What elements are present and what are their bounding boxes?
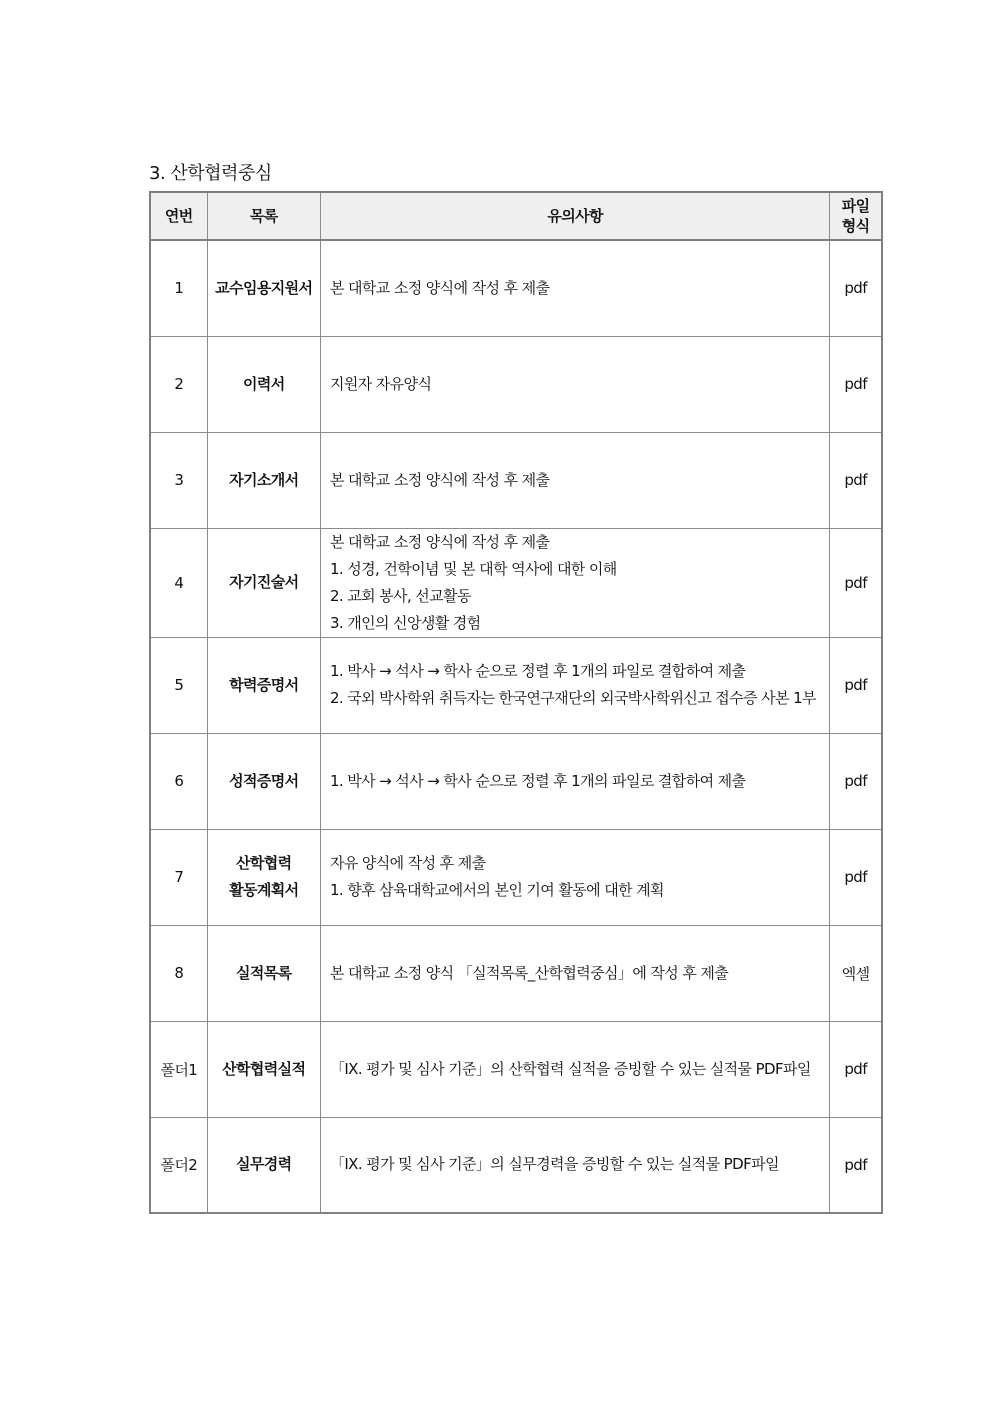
row-number: 폴더1 xyxy=(150,1021,207,1117)
document-name-line: 교수임용지원서 xyxy=(215,278,313,297)
row-number: 4 xyxy=(150,528,207,637)
row-number: 7 xyxy=(150,829,207,925)
note-line: 자유 양식에 작성 후 제출 xyxy=(329,854,486,872)
header-notes: 유의사항 xyxy=(320,192,829,240)
table-row xyxy=(150,829,882,925)
note-line: 1. 성경, 건학이념 및 본 대학 역사에 대한 이해 xyxy=(329,559,617,578)
note-line: 본 대학교 소정 양식에 작성 후 제출 xyxy=(329,278,550,297)
note-line: 지원자 자유양식 xyxy=(329,374,432,393)
document-notes xyxy=(320,336,829,432)
table-row xyxy=(150,432,882,528)
header-format xyxy=(830,192,882,240)
file-format: pdf xyxy=(830,336,882,432)
file-format: pdf xyxy=(830,1021,882,1117)
row-number: 2 xyxy=(150,336,207,432)
document-name-line: 산학협력 xyxy=(236,854,292,872)
file-format: pdf xyxy=(830,1117,882,1213)
document-notes xyxy=(320,528,829,637)
table-row xyxy=(150,240,882,336)
file-format: pdf xyxy=(830,829,882,925)
header-item: 목록 xyxy=(207,192,320,240)
table-body xyxy=(150,240,882,1213)
row-number: 3 xyxy=(150,432,207,528)
row-number: 5 xyxy=(150,637,207,733)
file-format: pdf xyxy=(830,528,882,637)
document-name xyxy=(207,829,320,925)
document-name-line: 이력서 xyxy=(242,374,285,393)
file-format: pdf xyxy=(830,637,882,733)
document-name-line: 학력증명서 xyxy=(229,675,299,694)
document-name xyxy=(207,733,320,829)
required-documents-table xyxy=(149,191,883,1214)
header-format-line2: 형식 xyxy=(841,217,870,235)
document-notes xyxy=(320,432,829,528)
note-line: 1. 박사 → 석사 → 학사 순으로 정렬 후 1개의 파일로 결합하여 제출 xyxy=(329,771,746,790)
document-name-line: 실무경력 xyxy=(236,1155,292,1174)
file-format: pdf xyxy=(830,733,882,829)
document-notes xyxy=(320,637,829,733)
document-notes xyxy=(320,1117,829,1213)
document-name-line: 실적목록 xyxy=(236,963,292,982)
document-name xyxy=(207,637,320,733)
document-notes xyxy=(320,829,829,925)
table-row xyxy=(150,1117,882,1213)
file-format: pdf xyxy=(830,240,882,336)
table-row xyxy=(150,528,882,637)
document-name-line: 활동계획서 xyxy=(229,881,299,899)
document-name-line: 성적증명서 xyxy=(229,771,299,790)
document-notes xyxy=(320,240,829,336)
table-row xyxy=(150,336,882,432)
note-line: 본 대학교 소정 양식 「실적목록_산학협력중심」에 작성 후 제출 xyxy=(329,963,729,982)
note-line: 본 대학교 소정 양식에 작성 후 제출 xyxy=(329,470,550,489)
table-row xyxy=(150,1021,882,1117)
note-line: 2. 국외 박사학위 취득자는 한국연구재단의 외국박사학위신고 접수증 사본 1부 xyxy=(329,689,816,707)
row-number: 폴더2 xyxy=(150,1117,207,1213)
note-line: 「IX. 평가 및 심사 기준」의 산학협력 실적을 증빙할 수 있는 실적물 PDF파일 xyxy=(329,1059,811,1078)
note-line: 2. 교회 봉사, 선교활동 xyxy=(329,586,471,605)
document-name-line: 자기소개서 xyxy=(229,470,299,489)
table-header-row xyxy=(150,192,882,240)
header-no: 연번 xyxy=(150,192,207,240)
row-number: 1 xyxy=(150,240,207,336)
document-name xyxy=(207,240,320,336)
file-format: 엑셀 xyxy=(830,925,882,1021)
file-format: pdf xyxy=(830,432,882,528)
note-line: 3. 개인의 신앙생활 경험 xyxy=(329,613,481,632)
document-name xyxy=(207,336,320,432)
document-name-line: 자기진술서 xyxy=(229,573,299,591)
table-row xyxy=(150,925,882,1021)
note-line: 1. 박사 → 석사 → 학사 순으로 정렬 후 1개의 파일로 결합하여 제출 xyxy=(329,662,746,680)
document-name xyxy=(207,1021,320,1117)
note-line: 「IX. 평가 및 심사 기준」의 실무경력을 증빙할 수 있는 실적물 PDF파일 xyxy=(329,1155,779,1174)
row-number: 6 xyxy=(150,733,207,829)
note-line: 본 대학교 소정 양식에 작성 후 제출 xyxy=(329,532,550,551)
document-name xyxy=(207,528,320,637)
header-format-line1: 파일 xyxy=(841,197,870,215)
document-name xyxy=(207,1117,320,1213)
document-name xyxy=(207,925,320,1021)
note-line: 1. 향후 삼육대학교에서의 본인 기여 활동에 대한 계획 xyxy=(329,881,664,899)
table-row xyxy=(150,733,882,829)
section-title: 3. 산학협력중심 xyxy=(149,163,272,184)
table-row xyxy=(150,637,882,733)
document-notes xyxy=(320,925,829,1021)
document-name-line: 산학협력실적 xyxy=(222,1059,306,1078)
document-notes xyxy=(320,733,829,829)
document-notes xyxy=(320,1021,829,1117)
document-name xyxy=(207,432,320,528)
row-number: 8 xyxy=(150,925,207,1021)
